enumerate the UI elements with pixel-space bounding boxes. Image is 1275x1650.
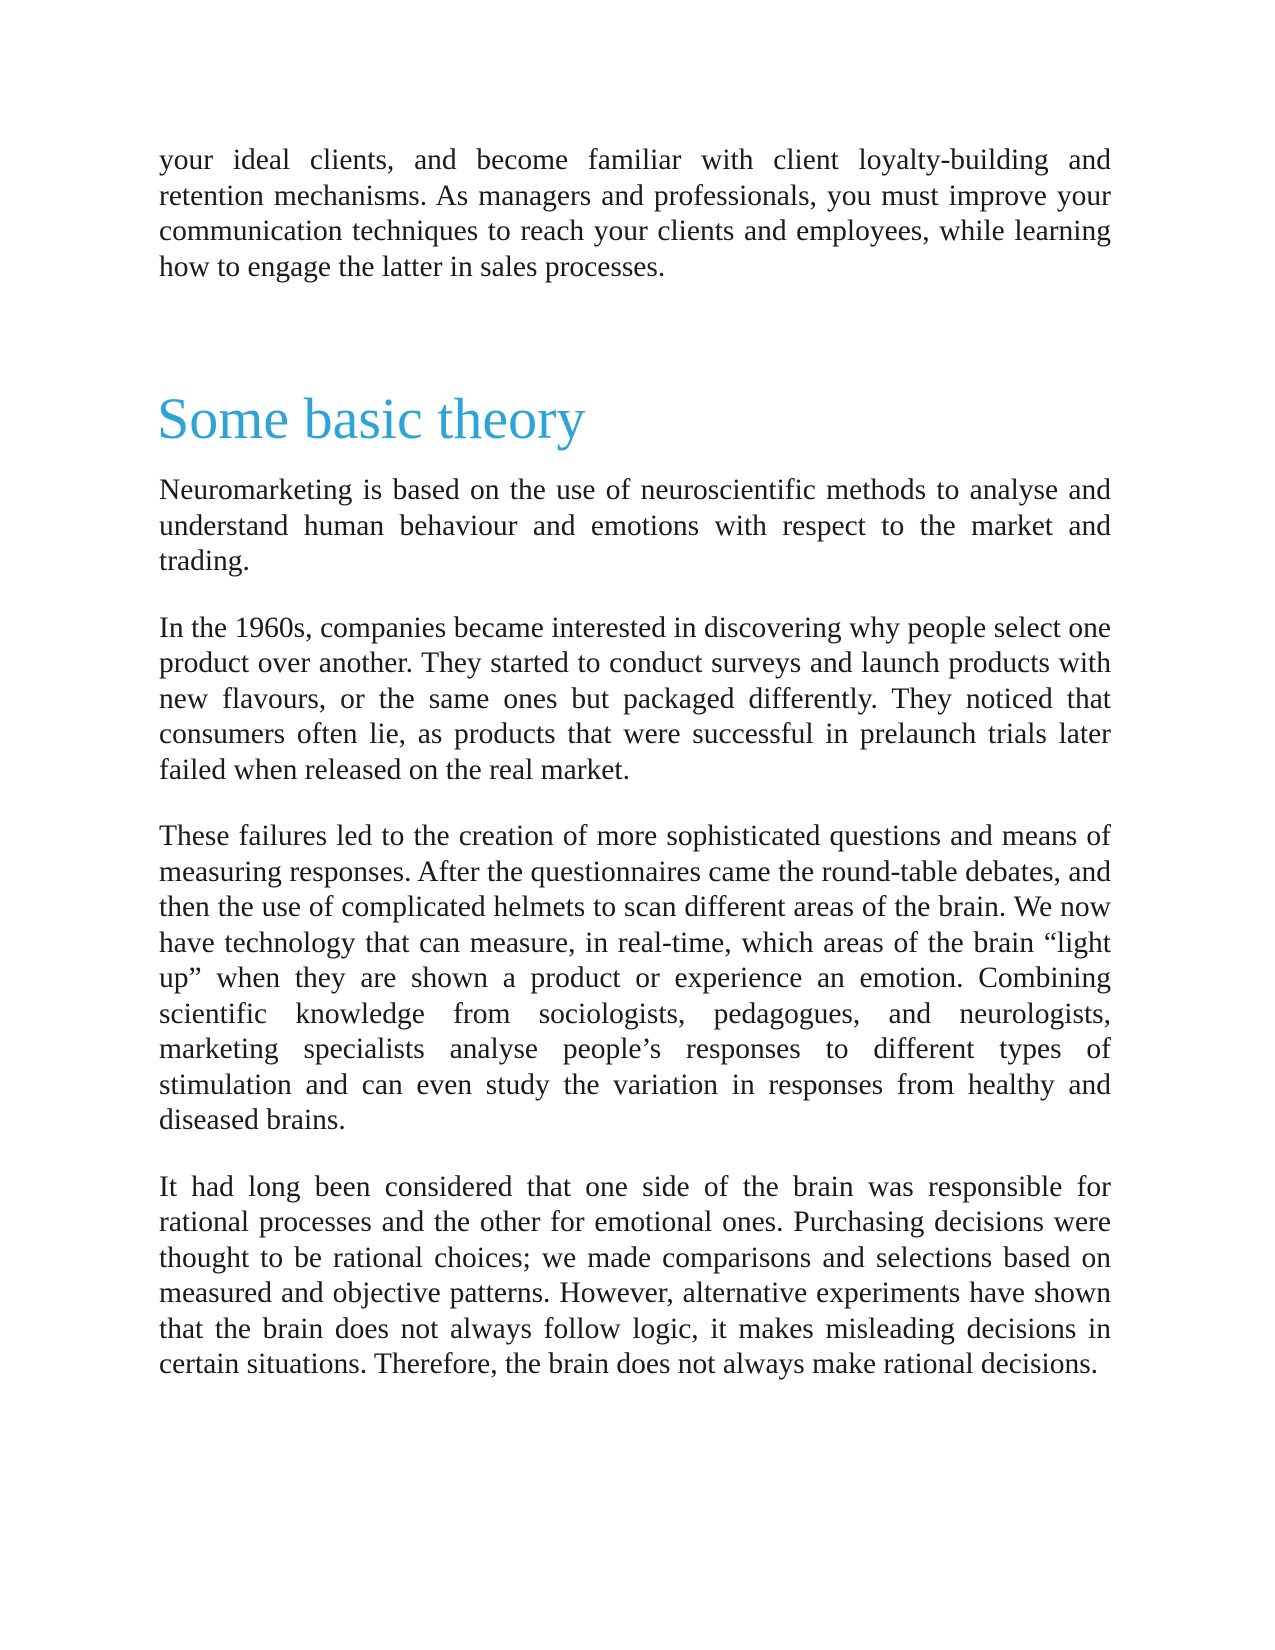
body-paragraph-1: Neuromarketing is based on the use of neuroscientific methods to analyse and understand human behaviour and emotions with respect to the market and trading. [159,474,1111,577]
page-content [159,143,1111,1383]
body-paragraph-3: These failures led to the creation of more sophisticated questions and means of measuring responses. After the questionnaires came the round-table debates, and then the use of complicated helmets to scan different areas of the brain. We now have technology that can measure, in real-time, which areas of the brain “light up” when they are shown a product or experience an emotion. Combining scientific knowledge from sociologists, pedagogues, and neurologists, marketing specialists analyse people’s responses to different types of stimulation and can even study the variation in responses from healthy and diseased brains. [159,820,1111,1136]
body-paragraph-4: It had long been considered that one side of the brain was responsible for rational processes and the other for emotional ones. Purchasing decisions were thought to be rational choices; we made comparisons and selections based on measured and objective patterns. However, alternative experiments have shown that the brain does not always follow logic, it makes misleading decisions in certain situations. Therefore, the brain does not always make rational decisions. [159,1170,1111,1380]
section-heading: Some basic theory [157,386,586,451]
body-paragraph-2: In the 1960s, companies became interested in discovering why people select one product over another. They started to conduct surveys and launch products with new flavours, or the same ones but packaged differently. They noticed that consumers often lie, as products that were successful in prelaunch trials later failed when released on the real market. [159,611,1111,786]
intro-paragraph: your ideal clients, and become familiar with client loyalty-building and retention mechanisms. As managers and professionals, you must improve your communication techniques to reach your clients and employees, while learning how to engage the latter in sales processes. [159,144,1111,283]
